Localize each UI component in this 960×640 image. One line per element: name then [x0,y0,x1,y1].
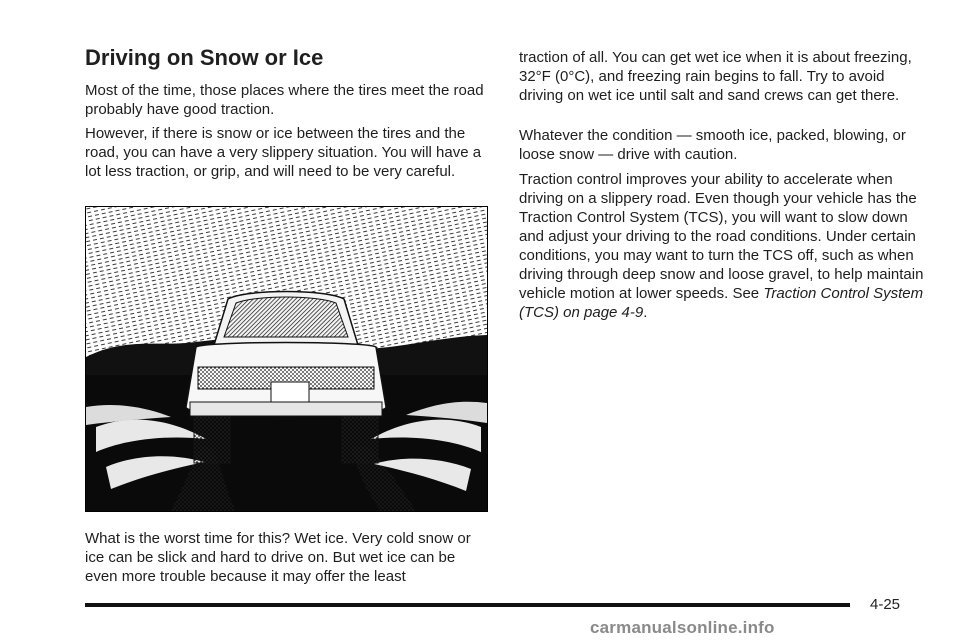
paragraph-traction-control [519,170,929,322]
paragraph-traction-intro: Most of the time, those places where the tires meet the road probably have good traction. [85,82,484,118]
car-on-ice-illustration [85,206,488,512]
paragraph-slippery-situation: However, if there is snow or ice between the tires and the road, you can have a very slippery situation. You will have a lot less traction, or grip, and will need to be very careful. [85,125,482,180]
traction-control-text: Traction control improves your ability to accelerate when driving on a slippery road. Even though your vehicle has the Traction Control System (TCS), you will want to slow down and adjust your driving to the road conditions. Under certain conditions, you may want to turn the TCS off, such as when driving through deep snow and loose gravel, to help maintain vehicle motion at lower speeds. See [519,171,924,302]
footer-rule [85,603,850,607]
car-on-ice-drawing [86,207,487,511]
paragraph-wet-ice-continued: traction of all. You can get wet ice when it is about freezing, 32°F (0°C), and freezing rain begins to fall. Try to avoid driving on wet ice until salt and sand crews can get there. [519,49,912,104]
paragraph-wet-ice: What is the worst time for this? Wet ice. Very cold snow or ice can be slick and hard to drive on. But wet ice can be even more trouble because it may offer the least [85,530,471,585]
page-title: Driving on Snow or Ice [85,45,324,70]
paragraph-drive-with-caution: Whatever the condition — smooth ice, packed, blowing, or loose snow — drive with caution. [519,127,906,163]
tcs-page-reference-link[interactable]: Traction Control System (TCS) on page 4-9 [519,285,924,321]
traction-control-end: . [643,304,648,321]
page-number: 4-25 [870,596,901,613]
watermark: carmanualsonline.info [590,618,775,637]
